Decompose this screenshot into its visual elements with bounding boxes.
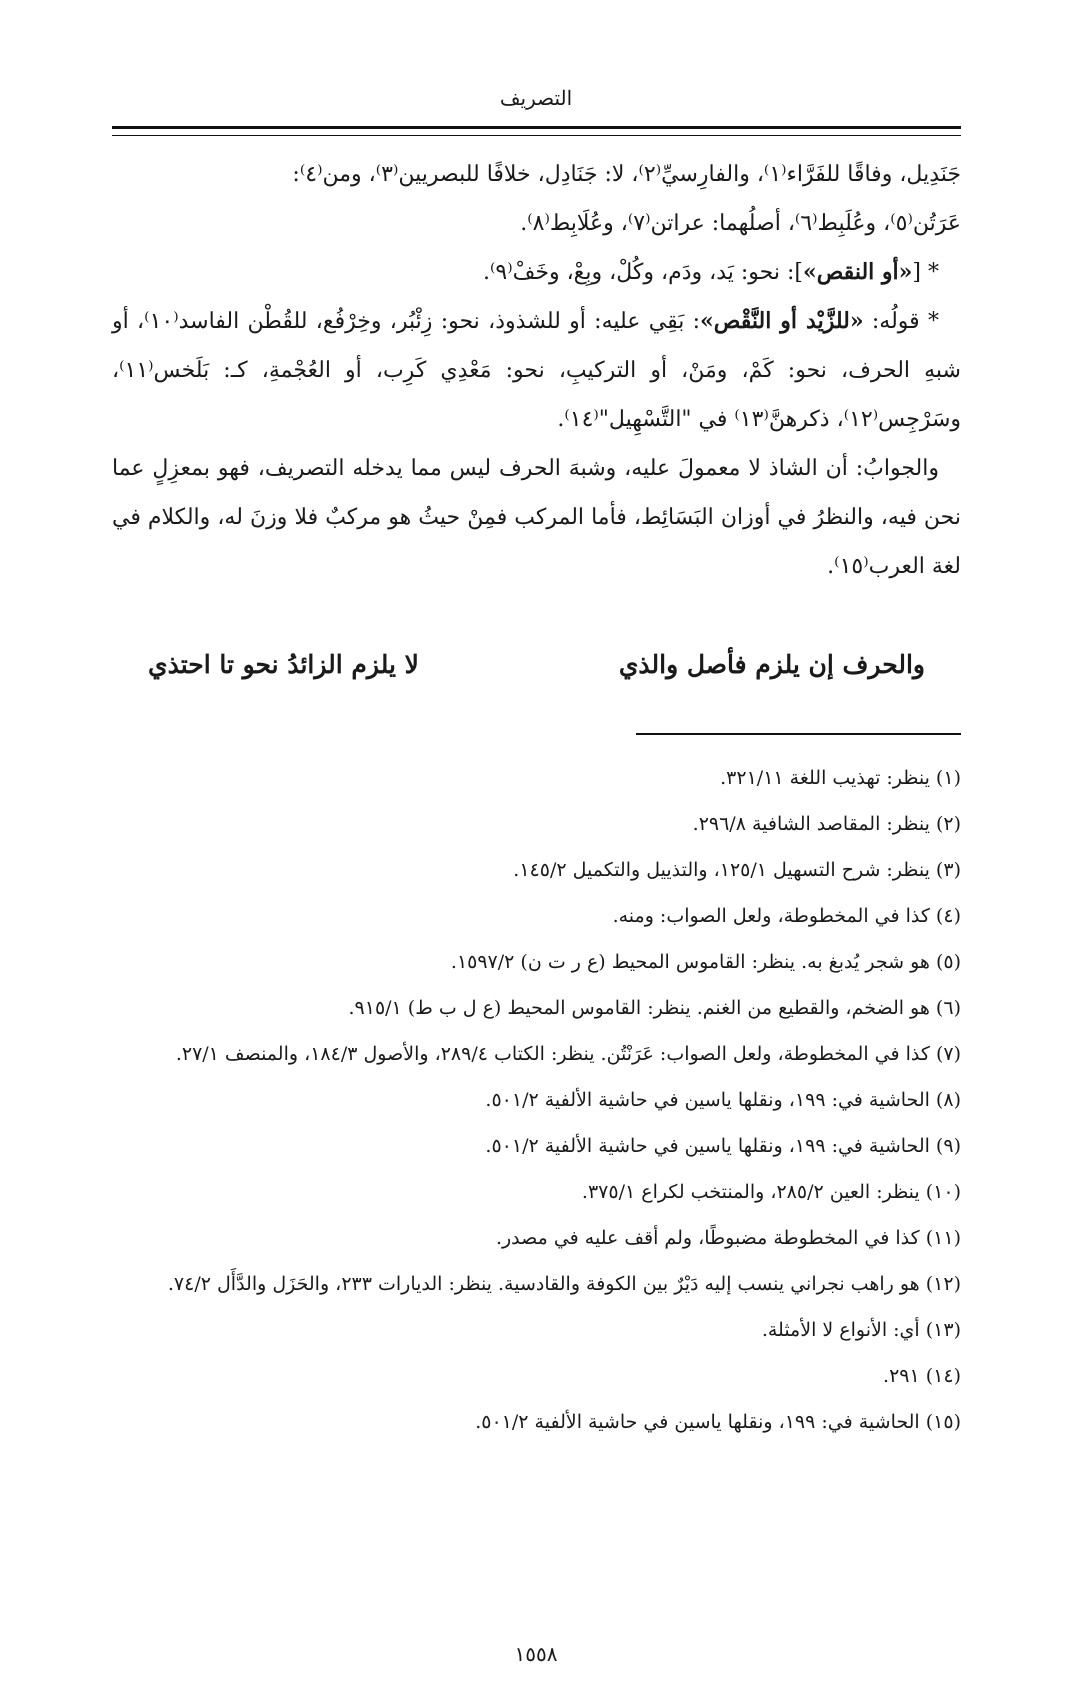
footnote-2: (٢) ينظر: المقاصد الشافية ٢٩٦/٨. [692,813,961,835]
footnote-14: (١٤) ٢٩١. [883,1365,961,1387]
page-number: ١٥٥٨ [514,1642,558,1666]
footnote-10: (١٠) ينظر: العين ٢٨٥/٢، والمنتخب لكراع ٣٧٥/١. [581,1181,961,1203]
footnote-7: (٧) كذا في المخطوطة، ولعل الصواب: عَرَنْتُن. ينظر: الكتاب ٢٨٩/٤، والأصول ١٨٤/٣، والمنصف ٢٧/١. [175,1043,961,1065]
footnotes [112,755,961,1445]
p2-bold-quote: «أو النقص» [802,259,913,285]
footnote-6: (٦) هو الضخم، والقطيع من الغنم. ينظر: القاموس المحيط (ع ل ب ط) ٩١٥/١. [348,997,961,1019]
footnote-11: (١١) كذا في المخطوطة مضبوطًا، ولم أقف عليه في مصدر. [495,1227,961,1249]
footnote-13: (١٣) أي: الأنواع لا الأمثلة. [761,1319,961,1341]
footnote-9: (٩) الحاشية في: ١٩٩، ونقلها ياسين في حاشية الألفية ٥٠١/٢. [485,1135,961,1157]
verse-second-hemistich: لا يلزم الزائدُ نحو تا احتذي [148,650,419,679]
p3-star: * قولُه: [863,309,939,334]
p3-bold-quote: «للزَّيْد أو النَّقْص» [700,308,864,334]
footnote-3: (٣) ينظر: شرح التسهيل ١٢٥/١، والتذييل والتكميل ١٤٥/٢. [513,859,961,881]
p2-star: * [ [912,260,939,285]
footnote-1: (١) ينظر: تهذيب اللغة ٣٢١/١١. [720,767,961,789]
footnote-separator [636,733,961,735]
footnote-15: (١٥) الحاشية في: ١٩٩، ونقلها ياسين في حاشية الألفية ٥٠١/٢. [475,1411,961,1433]
header-rule-thick [112,126,961,129]
footnote-4: (٤) كذا في المخطوطة، ولعل الصواب: ومنه. [612,905,961,927]
paragraph-3 [112,297,961,444]
footnote-8: (٨) الحاشية في: ١٩٩، ونقلها ياسين في حاشية الألفية ٥٠١/٢. [485,1089,961,1111]
header-rule-thin [112,135,961,136]
footnote-5: (٥) هو شجر يُدبغ به. ينظر: القاموس المحيط (ع ر ت ن) ١٥٩٧/٢. [450,951,961,973]
verse-first-hemistich: والحرف إن يلزم فأصل والذي [618,650,925,679]
paragraph-2 [112,248,961,297]
p2-rest: ]: نحو: يَد، ودَم، وكُلْ، وبِعْ، وخَفْ⁽٩⁾. [482,260,803,285]
p3-rest: : بَقِي عليه: أو للشذوذ، نحو: زِئْبُر، وخِرْفُع، للقُطْن الفاسد⁽١٠⁾، أو شبهِ الحرف، نحو: كَمْ، ومَنْ، أو التركيبِ، نحو: مَعْدِي كَرِب، أو العُجْمةِ، كـ: بَلَخس⁽١١⁾، وسَرْجِس⁽١٢⁾، ذكرهنَّ⁽١٣⁾ في "التَّسْهِيل"⁽١٤⁾. [112,309,961,432]
paragraph-4: والجوابُ: أن الشاذ لا معمولَ عليه، وشبهَ الحرف ليس مما يدخله التصريف، فهو بمعزِلٍ عما نحن فيه، والنظرُ في أوزان البَسَائِط، فأما المركب فمِنْ حيثُ هو مركبٌ فلا وزنَ له، والكلام في لغة العرب⁽١٥⁾. [112,456,961,579]
running-header: التصريف [499,86,573,110]
footnote-12: (١٢) هو راهب نجراني ينسب إليه دَيْرٌ بين الكوفة والقادسية. ينظر: الديارات ٢٣٣، والحَزَل والدَّأَل ٧٤/٢. [167,1273,961,1295]
body-line-1: جَنَدِيل، وفاقًا للفَرَّاء⁽١⁾، والفارِسيِّ⁽٢⁾، لا: جَنَادِل، خلافًا للبصريين⁽٣⁾، ومن⁽٤⁾: [292,162,961,187]
body-line-2: عَرَتُن⁽٥⁾، وعُلَبِط⁽٦⁾، أصلُهما: عراتن⁽٧⁾، وعُلَابِط⁽٨⁾. [520,211,961,236]
main-text [112,150,961,591]
poetry-verse [112,650,961,694]
